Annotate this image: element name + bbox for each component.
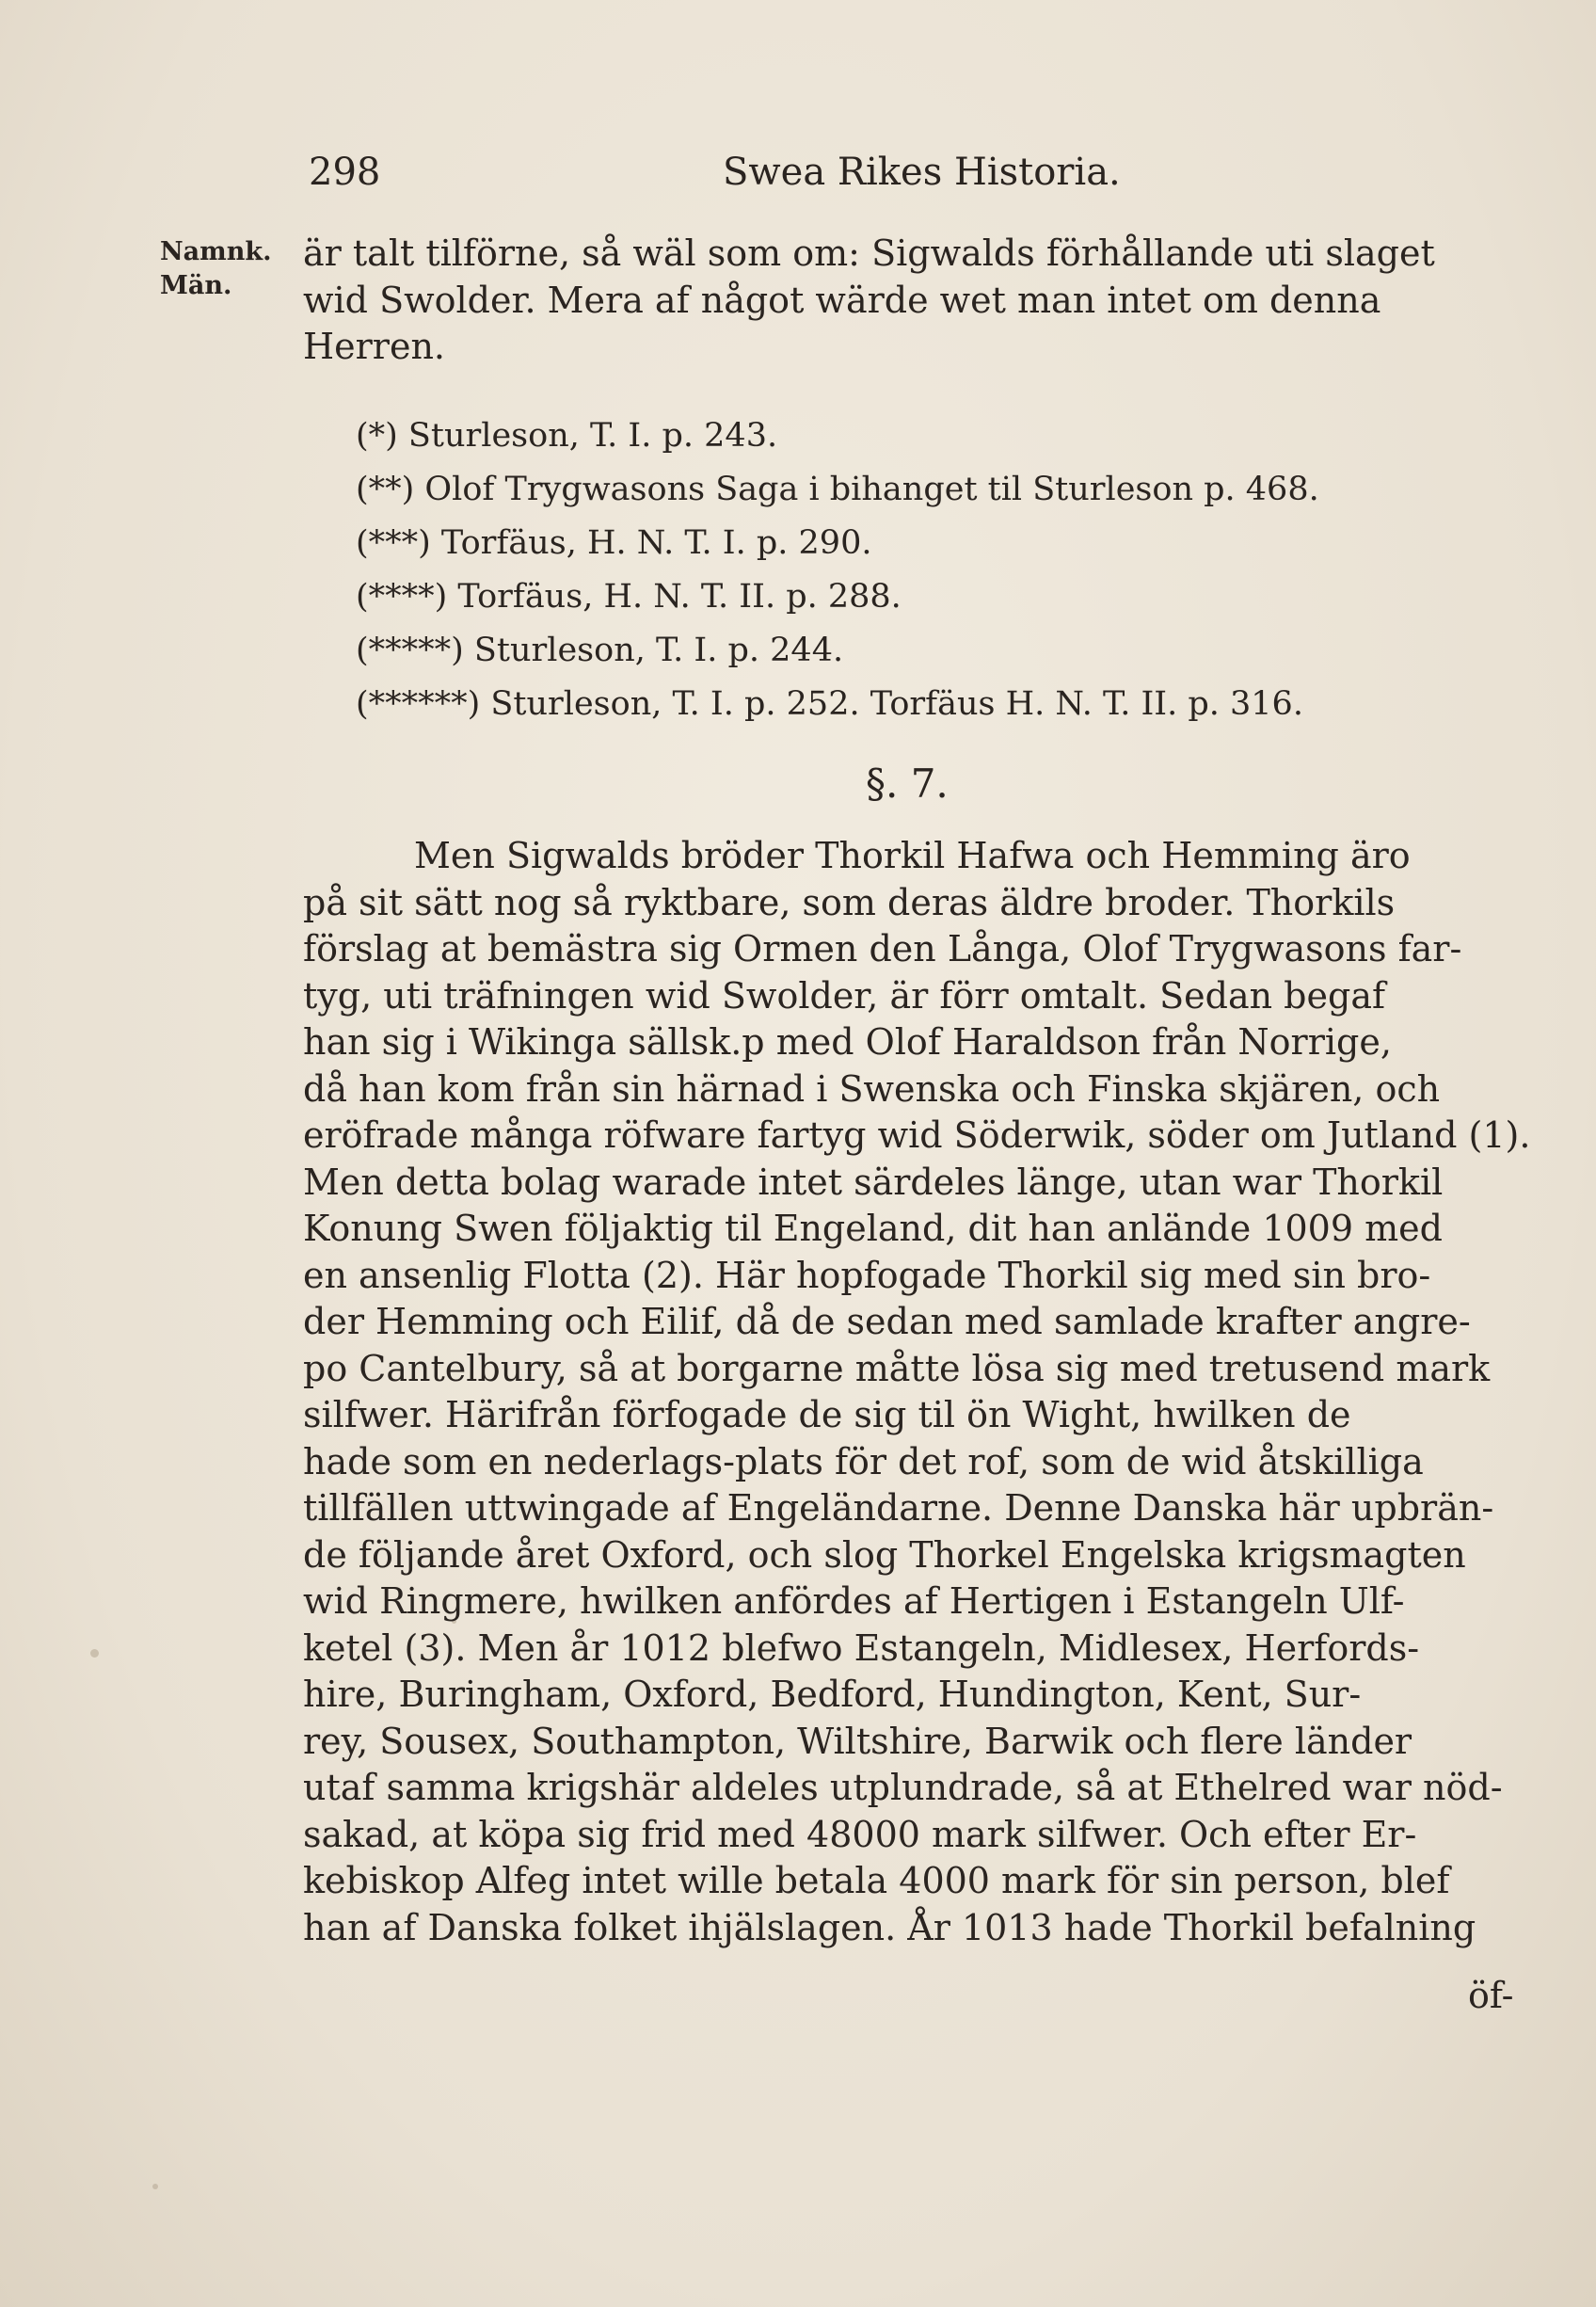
text-line: tyg, uti träfningen wid Swolder, är förr omtalt. Sedan begaf [303, 974, 1386, 1017]
text-line: Men detta bolag warade intet särdeles länge, utan war Thorkil [303, 1161, 1444, 1203]
paper-blemish [90, 1649, 99, 1658]
text-line: Konung Swen följaktig til Engeland, dit han anlände 1009 med [303, 1208, 1443, 1249]
text-line: på sit sätt nog så ryktbare, som deras äldre broder. Thorkils [303, 881, 1396, 923]
margin-note-line: Män. [160, 271, 232, 300]
footnote: (*) Sturleson, T. I. p. 243. [356, 417, 778, 455]
text-line: då han kom från sin härnad i Swenska och Finska skjären, och [303, 1067, 1441, 1110]
text-line: han af Danska folket ihjälslagen. År 1013 hade Thorkil befalning [303, 1906, 1476, 1948]
text-line: Men Sigwalds bröder Thorkil Hafwa och Hemming äro [414, 835, 1411, 876]
paper-blemish [152, 2184, 158, 2189]
margin-note-line: Namnk. [160, 237, 272, 266]
footnote: (******) Sturleson, T. I. p. 252. Torfäus H. N. T. II. p. 316. [356, 685, 1303, 723]
text-line: Herren. [303, 326, 445, 367]
footnote: (*****) Sturleson, T. I. p. 244. [356, 632, 844, 669]
text-line: ketel (3). Men år 1012 blefwo Estangeln, Midlesex, Herfords- [303, 1626, 1420, 1669]
text-line: po Cantelbury, så at borgarne måtte lösa sig med tretusend mark [303, 1347, 1491, 1389]
page-header [309, 151, 1174, 207]
text-line: sakad, at köpa sig frid med 48000 mark silfwer. Och efter Er- [303, 1813, 1417, 1855]
text-line: de följande året Oxford, och slog Thorkel Engelska krigsmagten [303, 1533, 1466, 1576]
text-line: wid Ringmere, hwilken anfördes af Hertigen i Estangeln Ulf- [303, 1580, 1405, 1622]
page-number: 298 [309, 151, 381, 194]
text-line: kebiskop Alfeg intet wille betala 4000 mark för sin person, blef [303, 1860, 1450, 1901]
main-paragraph [303, 833, 1555, 1951]
footnotes [356, 409, 1551, 731]
text-line: hire, Buringham, Oxford, Bedford, Hundington, Kent, Sur- [303, 1674, 1362, 1715]
text-line: en ansenlig Flotta (2). Här hopfogade Thorkil sig med sin bro- [303, 1254, 1431, 1296]
text-line: förslag at bemästra sig Ormen den Långa, Olof Trygwasons far- [303, 928, 1462, 969]
text-line: han sig i Wikinga sällsk.p med Olof Haraldson från Norrige, [303, 1021, 1392, 1063]
text-line: silfwer. Härifrån förfogade de sig til ön Wight, hwilken de [303, 1394, 1351, 1435]
text-line: rey, Sousex, Southampton, Wiltshire, Barwik och flere länder [303, 1720, 1412, 1762]
section-heading: §. 7. [866, 761, 949, 807]
text-line: tillfällen uttwingade af Engeländarne. Denne Danska här upbrän- [303, 1487, 1494, 1529]
running-title: Swea Rikes Historia. [723, 151, 1121, 194]
text-line: utaf samma krigshär aldeles utplundrade, så at Ethelred war nöd- [303, 1767, 1503, 1808]
lead-paragraph [303, 231, 1555, 371]
footnote: (**) Olof Trygwasons Saga i bihanget til Sturleson p. 468. [356, 471, 1319, 508]
text-line: der Hemming och Eilif, då de sedan med samlade krafter angre- [303, 1301, 1471, 1342]
footnote: (***) Torfäus, H. N. T. I. p. 290. [356, 524, 872, 562]
catchword: öf- [1468, 1975, 1514, 2016]
text-line: hade som en nederlags-plats för det rof, som de wid åtskilliga [303, 1440, 1424, 1482]
text-line: är talt tilförne, så wäl som om: Sigwalds förhållande uti slaget [303, 232, 1435, 274]
margin-note [160, 235, 301, 303]
footnote: (****) Torfäus, H. N. T. II. p. 288. [356, 578, 902, 616]
text-line: wid Swolder. Mera af något wärde wet man intet om denna [303, 279, 1381, 321]
text-line: eröfrade många röfware fartyg wid Söderwik, söder om Jutland (1). [303, 1114, 1531, 1156]
